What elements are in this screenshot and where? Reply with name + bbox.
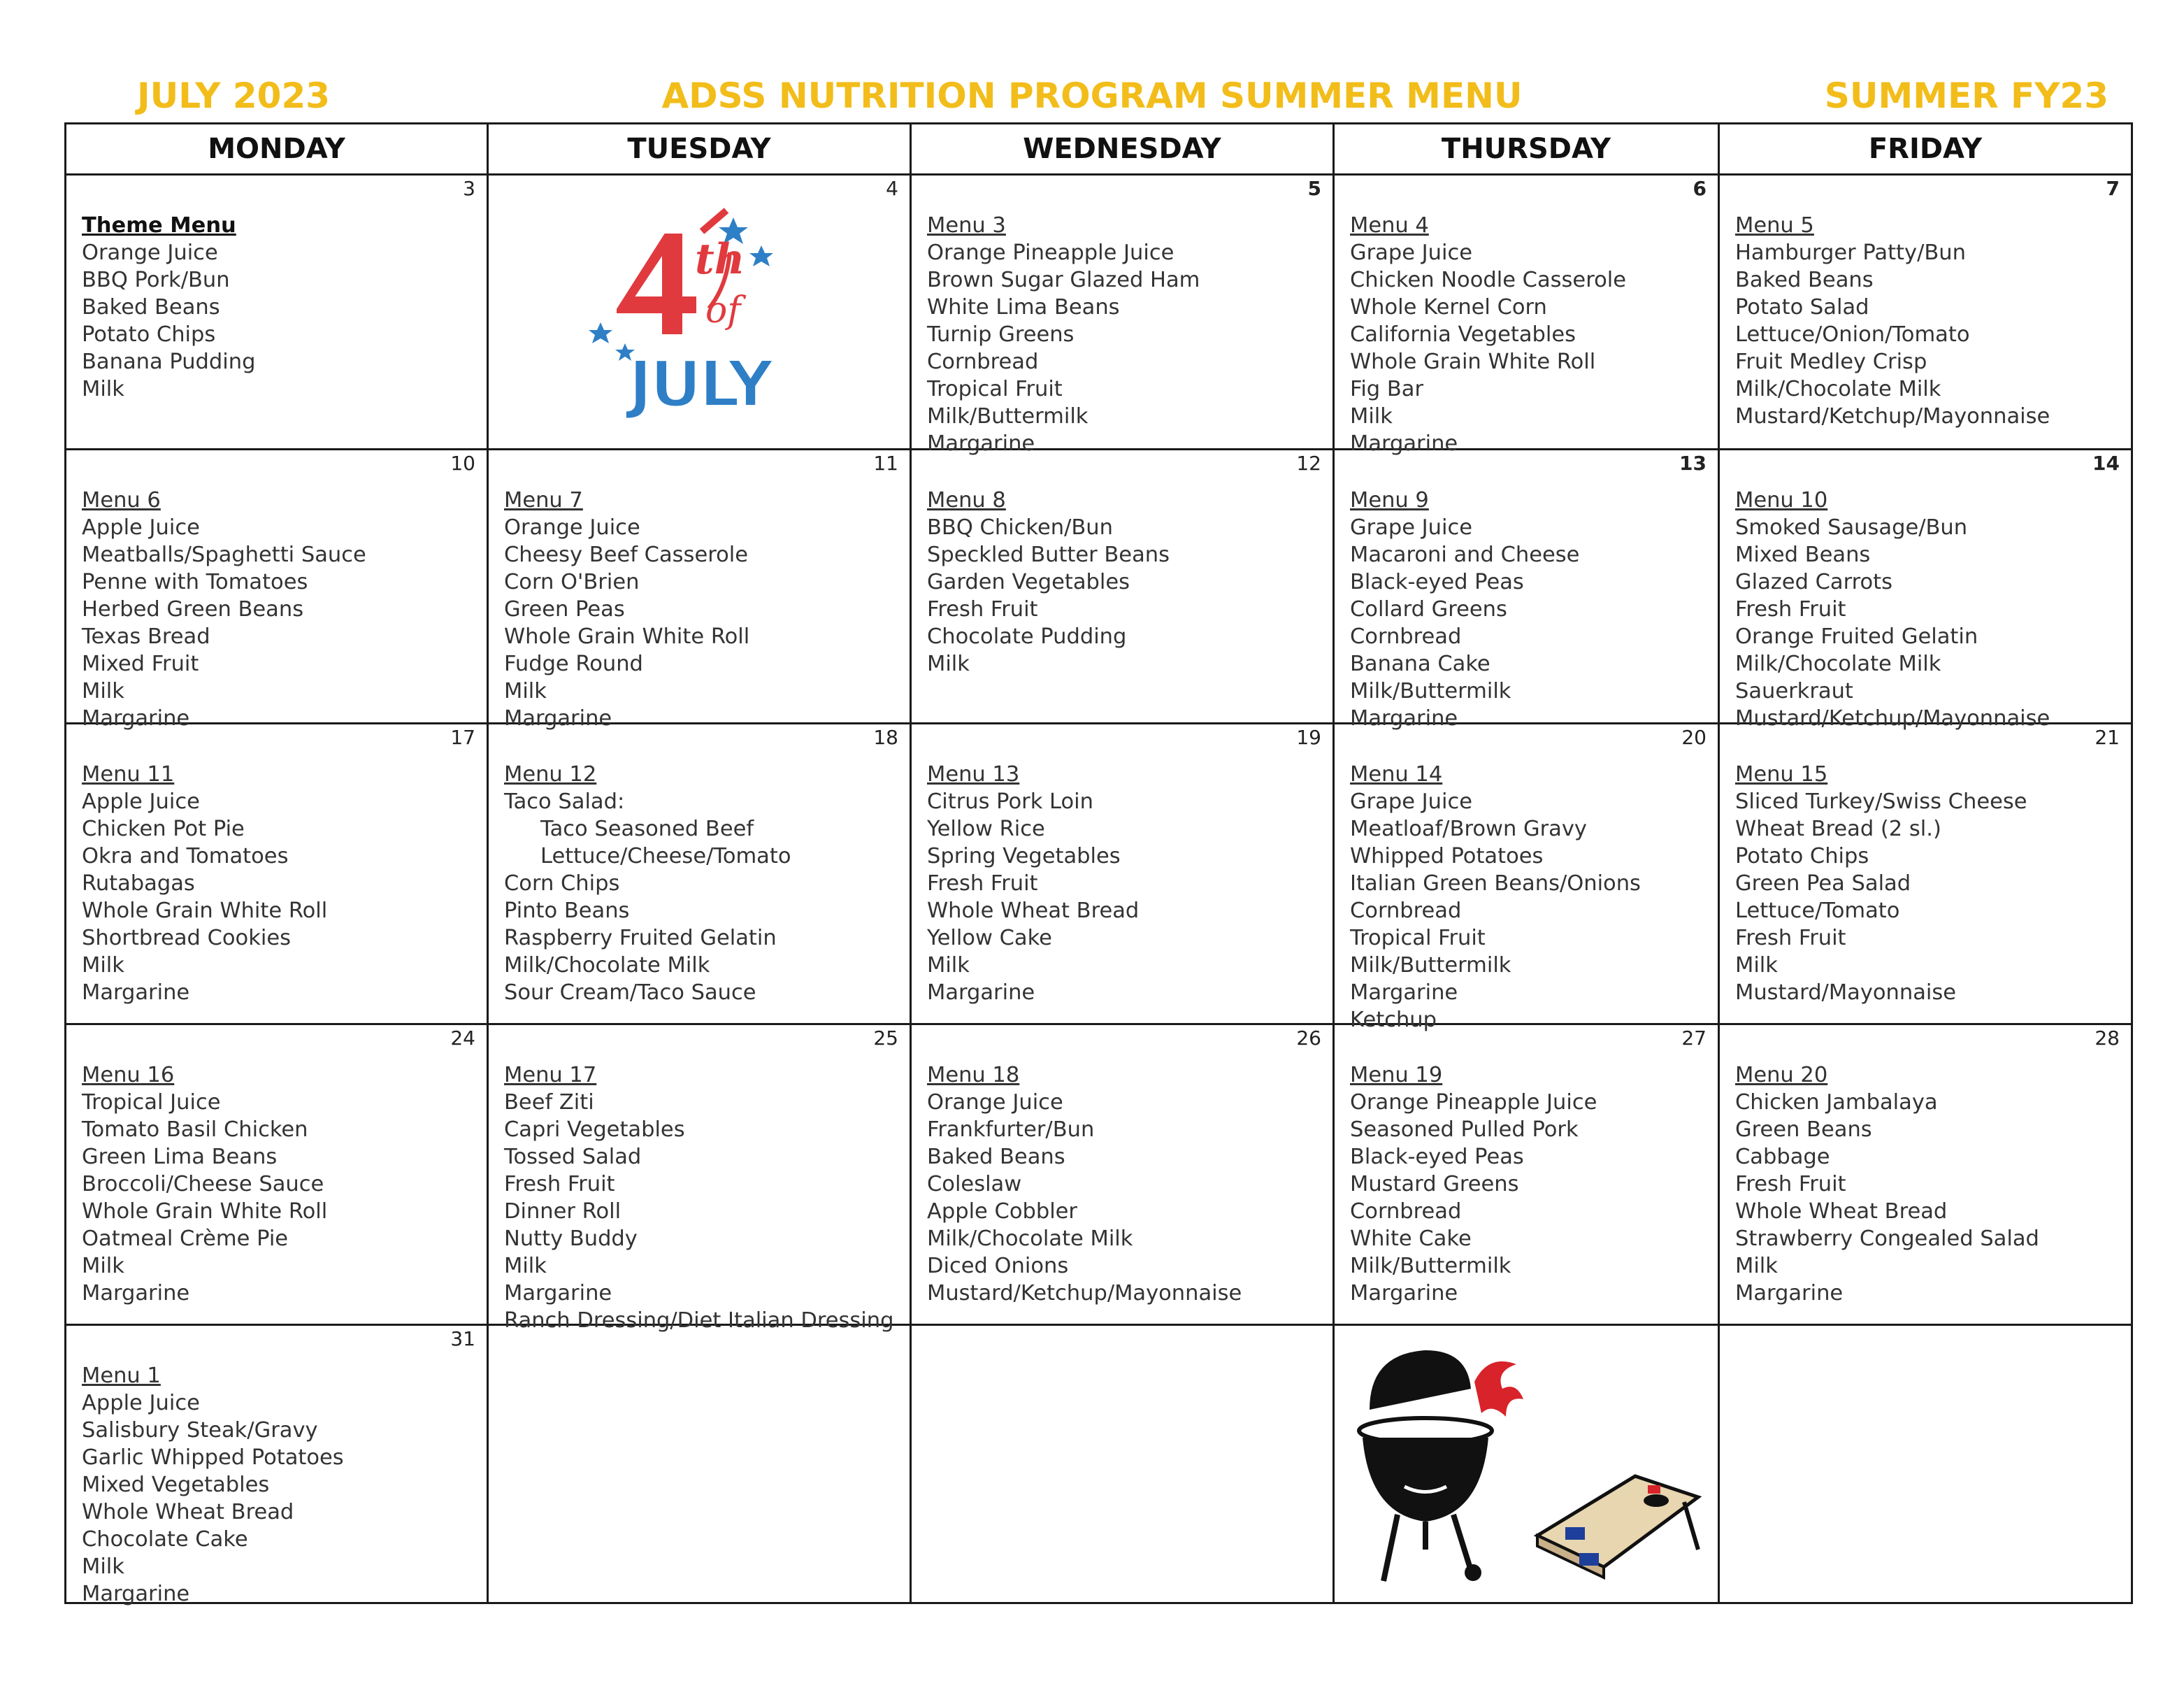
menu-item: Grape Juice — [1350, 241, 1473, 265]
menu-item: White Lima Beans — [927, 295, 1120, 320]
menu-item: Chocolate Cake — [82, 1527, 248, 1552]
menu-item: Milk/Buttermilk — [1350, 1254, 1511, 1278]
menu-list — [489, 724, 910, 1006]
day-cell — [911, 1024, 1334, 1325]
day-cell — [1719, 724, 2132, 1024]
menu-item: Milk — [927, 953, 970, 978]
menu-list — [66, 450, 487, 732]
menu-item: Milk/Chocolate Milk — [1735, 652, 1941, 676]
menu-item: Cornbread — [927, 350, 1039, 374]
menu-item: Margarine — [1350, 706, 1458, 731]
menu-item: Fresh Fruit — [927, 597, 1038, 622]
day-number: 12 — [1296, 452, 1321, 475]
menu-item: Lettuce/Onion/Tomato — [1735, 322, 1970, 347]
day-cell — [1719, 450, 2132, 731]
menu-item: Cabbage — [1735, 1145, 1830, 1169]
menu-item: Margarine — [1350, 431, 1458, 456]
menu-list — [1720, 1025, 2131, 1307]
menu-item: Margarine — [1350, 1281, 1458, 1306]
menu-item: Milk/Chocolate Milk — [1735, 377, 1941, 401]
menu-item: Texas Bread — [82, 624, 210, 649]
menu-list — [66, 176, 487, 403]
day-number: 4 — [886, 177, 898, 200]
menu-title: Menu 4 — [1350, 213, 1429, 238]
menu-item: Baked Beans — [1735, 268, 1874, 292]
menu-item: Shortbread Cookies — [82, 926, 291, 950]
menu-item: Penne with Tomatoes — [82, 570, 308, 594]
menu-item: Corn Chips — [504, 871, 620, 896]
menu-item: Chocolate Pudding — [927, 624, 1127, 649]
day-number: 21 — [2095, 726, 2120, 749]
program-title: ADSS NUTRITION PROGRAM SUMMER MENU — [661, 76, 1523, 116]
menu-title: Menu 1 — [82, 1364, 161, 1388]
menu-title: Menu 11 — [82, 762, 175, 787]
menu-list — [912, 176, 1332, 457]
menu-item: Taco Salad: — [504, 789, 625, 814]
menu-item: Margarine — [927, 980, 1035, 1005]
day-cell — [1334, 1024, 1719, 1325]
menu-list — [66, 1025, 487, 1307]
menu-item: Lettuce/Tomato — [1735, 899, 1900, 923]
menu-item: Oatmeal Crème Pie — [82, 1226, 289, 1251]
day-number: 25 — [873, 1027, 898, 1050]
svg-text:of: of — [705, 289, 741, 331]
menu-item: Sour Cream/Taco Sauce — [504, 980, 756, 1005]
menu-list — [66, 724, 487, 1006]
menu-item: Herbed Green Beans — [82, 597, 304, 622]
menu-title: Menu 10 — [1735, 488, 1828, 513]
menu-item: Milk/Buttermilk — [927, 404, 1089, 429]
menu-item: BBQ Pork/Bun — [82, 268, 230, 292]
day-number: 7 — [2106, 177, 2120, 200]
menu-item: Mustard/Ketchup/Mayonnaise — [927, 1281, 1242, 1306]
menu-item: Milk/Chocolate Milk — [927, 1226, 1133, 1251]
menu-title: Menu 19 — [1350, 1063, 1443, 1087]
day-cell — [488, 1325, 911, 1603]
menu-item: Milk — [82, 1254, 124, 1278]
menu-item: Cheesy Beef Casserole — [504, 543, 748, 567]
menu-item: Hamburger Patty/Bun — [1735, 241, 1966, 265]
menu-item: Black-eyed Peas — [1350, 570, 1524, 594]
menu-item: Cornbread — [1350, 624, 1462, 649]
menu-list — [912, 450, 1332, 678]
menu-item: Mustard/Ketchup/Mayonnaise — [1735, 404, 2050, 429]
menu-item: Cornbread — [1350, 1199, 1462, 1224]
day-cell — [1334, 175, 1719, 456]
day-number: 27 — [1681, 1027, 1707, 1050]
menu-list — [1335, 1025, 1718, 1307]
menu-item: Banana Pudding — [82, 350, 256, 374]
menu-item: Whole Grain White Roll — [82, 1199, 328, 1224]
menu-item: Mustard/Mayonnaise — [1735, 980, 1957, 1005]
menu-item: Yellow Rice — [927, 817, 1045, 841]
menu-item: Milk — [82, 1554, 124, 1579]
weekday-header: FRIDAY — [1719, 124, 2132, 175]
menu-item: Potato Chips — [1735, 844, 1869, 868]
menu-item: Green Beans — [1735, 1117, 1872, 1142]
grill-cornhole-clipart — [1356, 1340, 1705, 1594]
menu-item: Margarine — [927, 431, 1035, 456]
menu-item: Tropical Fruit — [1350, 926, 1486, 950]
menu-item: Chicken Pot Pie — [82, 817, 245, 841]
day-cell — [911, 724, 1334, 1024]
menu-item: White Cake — [1350, 1226, 1472, 1251]
menu-item: Taco Seasoned Beef — [540, 817, 754, 841]
fiscal-title: SUMMER FY23 — [1824, 76, 2108, 116]
menu-item: Orange Juice — [927, 1090, 1063, 1115]
menu-item: Margarine — [82, 1281, 190, 1306]
menu-item: Fresh Fruit — [504, 1172, 615, 1196]
menu-item: Baked Beans — [82, 295, 220, 320]
menu-item: Whole Grain White Roll — [504, 624, 750, 649]
menu-item: Milk — [82, 679, 124, 703]
menu-list — [912, 724, 1332, 1006]
menu-item: Apple Juice — [82, 1391, 200, 1415]
menu-item: Orange Pineapple Juice — [927, 241, 1174, 265]
menu-item: Fresh Fruit — [1735, 926, 1846, 950]
day-number: 11 — [873, 452, 898, 475]
menu-title: Menu 13 — [927, 762, 1020, 787]
menu-item: Milk — [1350, 404, 1393, 429]
menu-item: Corn O'Brien — [504, 570, 640, 594]
menu-item: Green Pea Salad — [1735, 871, 1911, 896]
menu-item: Meatballs/Spaghetti Sauce — [82, 543, 366, 567]
menu-item: Fresh Fruit — [1735, 1172, 1846, 1196]
weekday-header: MONDAY — [66, 124, 488, 175]
menu-item: Chicken Jambalaya — [1735, 1090, 1938, 1115]
day-number: 28 — [2095, 1027, 2120, 1050]
day-cell — [488, 175, 911, 450]
menu-title: Theme Menu — [82, 213, 236, 238]
weekday-header: WEDNESDAY — [911, 124, 1334, 175]
menu-item: Milk/Buttermilk — [1350, 679, 1511, 703]
day-cell — [1334, 724, 1719, 1032]
week-row — [66, 1024, 2132, 1325]
menu-item: Salisbury Steak/Gravy — [82, 1418, 318, 1443]
menu-list — [1335, 176, 1718, 457]
month-title: JULY 2023 — [137, 76, 331, 116]
menu-item: Whole Wheat Bread — [82, 1500, 294, 1524]
day-cell — [1334, 1325, 1719, 1603]
day-number: 31 — [450, 1327, 475, 1350]
menu-item: Turnip Greens — [927, 322, 1075, 347]
menu-item: Apple Juice — [82, 789, 200, 814]
menu-item: Margarine — [82, 1582, 190, 1606]
menu-item: Margarine — [82, 980, 190, 1005]
menu-title: Menu 9 — [1350, 488, 1429, 513]
menu-item: Brown Sugar Glazed Ham — [927, 268, 1200, 292]
menu-item: Strawberry Congealed Salad — [1735, 1226, 2039, 1251]
day-number: 24 — [450, 1027, 475, 1050]
menu-title: Menu 6 — [82, 488, 161, 513]
menu-title: Menu 8 — [927, 488, 1006, 513]
menu-title: Menu 17 — [504, 1063, 597, 1087]
menu-item: Capri Vegetables — [504, 1117, 685, 1142]
svg-text:JULY: JULY — [628, 347, 771, 420]
menu-title: Menu 18 — [927, 1063, 1020, 1087]
menu-item: Potato Chips — [82, 322, 216, 347]
menu-title: Menu 7 — [504, 488, 583, 513]
menu-item: Milk/Buttermilk — [1350, 953, 1511, 978]
day-number: 19 — [1296, 726, 1321, 749]
weekday-header: TUESDAY — [488, 124, 911, 175]
menu-item: Milk — [504, 1254, 547, 1278]
day-number: 10 — [450, 452, 475, 475]
menu-item: Green Peas — [504, 597, 625, 622]
menu-item: Milk — [82, 953, 124, 978]
menu-item: Dinner Roll — [504, 1199, 622, 1224]
menu-item: Orange Juice — [504, 515, 640, 540]
menu-title: Menu 12 — [504, 762, 597, 787]
menu-item: Margarine — [1735, 1281, 1844, 1306]
menu-item: Margarine — [504, 706, 612, 731]
day-number: 13 — [1679, 452, 1707, 475]
menu-item: Tropical Fruit — [927, 377, 1063, 401]
menu-item: Whole Grain White Roll — [1350, 350, 1596, 374]
menu-item: Mustard/Ketchup/Mayonnaise — [1735, 706, 2050, 731]
menu-item: Diced Onions — [927, 1254, 1069, 1278]
menu-item: California Vegetables — [1350, 322, 1576, 347]
menu-item: Okra and Tomatoes — [82, 844, 289, 868]
menu-item: Sauerkraut — [1735, 679, 1853, 703]
day-cell — [1334, 450, 1719, 731]
menu-item: Whole Kernel Corn — [1350, 295, 1547, 320]
day-number: 20 — [1681, 726, 1707, 749]
menu-item: Coleslaw — [927, 1172, 1022, 1196]
menu-item: Nutty Buddy — [504, 1226, 638, 1251]
menu-item: Tomato Basil Chicken — [82, 1117, 308, 1142]
day-cell — [911, 1325, 1334, 1603]
menu-item: Citrus Pork Loin — [927, 789, 1093, 814]
day-number: 14 — [2092, 452, 2120, 475]
day-cell — [1719, 1325, 2132, 1603]
menu-item: Mixed Vegetables — [82, 1473, 270, 1497]
menu-item: Yellow Cake — [927, 926, 1052, 950]
menu-item: Margarine — [504, 1281, 612, 1306]
menu-item: Mixed Beans — [1735, 543, 1871, 567]
menu-item: Lettuce/Cheese/Tomato — [540, 844, 791, 868]
menu-calendar — [64, 122, 2133, 1604]
menu-title: Menu 3 — [927, 213, 1006, 238]
menu-item: Milk — [1735, 1254, 1778, 1278]
menu-list — [489, 450, 910, 732]
menu-list — [1720, 724, 2131, 1006]
day-cell — [66, 724, 488, 1024]
day-number: 18 — [873, 726, 898, 749]
menu-item: Whole Grain White Roll — [82, 899, 328, 923]
menu-item: Milk/Chocolate Milk — [504, 953, 710, 978]
menu-list — [1335, 450, 1718, 732]
svg-text:th: th — [695, 235, 745, 284]
week-row — [66, 1325, 2132, 1603]
menu-item: Sliced Turkey/Swiss Cheese — [1735, 789, 2027, 814]
menu-item: Milk — [82, 377, 124, 401]
week-row — [66, 450, 2132, 724]
menu-item: Fudge Round — [504, 652, 643, 676]
menu-item: Fresh Fruit — [927, 871, 1038, 896]
menu-item: Milk — [927, 652, 970, 676]
menu-item: Fresh Fruit — [1735, 597, 1846, 622]
day-cell — [1719, 175, 2132, 450]
menu-item: Speckled Butter Beans — [927, 543, 1170, 567]
menu-item: Margarine — [82, 706, 190, 731]
day-cell — [66, 450, 488, 731]
day-cell — [66, 1325, 488, 1606]
menu-item: Grape Juice — [1350, 515, 1473, 540]
menu-list — [1335, 724, 1718, 1033]
menu-item: Potato Salad — [1735, 295, 1869, 320]
menu-item: Banana Cake — [1350, 652, 1490, 676]
menu-title: Menu 14 — [1350, 762, 1443, 787]
menu-item: Fig Bar — [1350, 377, 1424, 401]
menu-item: Garden Vegetables — [927, 570, 1130, 594]
day-number: 6 — [1693, 177, 1707, 200]
week-row — [66, 724, 2132, 1024]
day-cell — [911, 175, 1334, 456]
menu-item: Raspberry Fruited Gelatin — [504, 926, 777, 950]
menu-item: Ranch Dressing/Diet Italian Dressing — [504, 1308, 894, 1333]
weekday-header: THURSDAY — [1334, 124, 1719, 175]
menu-item: Broccoli/Cheese Sauce — [82, 1172, 324, 1196]
menu-item: Frankfurter/Bun — [927, 1117, 1095, 1142]
day-cell — [66, 175, 488, 450]
menu-item: Green Lima Beans — [82, 1145, 278, 1169]
menu-list — [66, 1326, 487, 1608]
menu-item: Whipped Potatoes — [1350, 844, 1544, 868]
menu-list — [1720, 176, 2131, 430]
menu-item: Ketchup — [1350, 1008, 1437, 1032]
menu-item: Chicken Noodle Casserole — [1350, 268, 1626, 292]
menu-item: Mixed Fruit — [82, 652, 199, 676]
menu-item: Italian Green Beans/Onions — [1350, 871, 1641, 896]
menu-item: Apple Cobbler — [927, 1199, 1077, 1224]
menu-item: Margarine — [1350, 980, 1458, 1005]
menu-item: Glazed Carrots — [1735, 570, 1892, 594]
day-cell — [1719, 1024, 2132, 1325]
menu-item: Black-eyed Peas — [1350, 1145, 1524, 1169]
menu-item: Macaroni and Cheese — [1350, 543, 1580, 567]
menu-item: Orange Pineapple Juice — [1350, 1090, 1597, 1115]
menu-title: Menu 5 — [1735, 213, 1814, 238]
menu-item: Tropical Juice — [82, 1090, 221, 1115]
menu-item: Smoked Sausage/Bun — [1735, 515, 1968, 540]
day-cell — [911, 450, 1334, 724]
menu-item: Orange Juice — [82, 241, 218, 265]
menu-item: Cornbread — [1350, 899, 1462, 923]
day-number: 3 — [463, 177, 475, 200]
menu-item: Orange Fruited Gelatin — [1735, 624, 1978, 649]
menu-item: Grape Juice — [1350, 789, 1473, 814]
day-number: 17 — [450, 726, 475, 749]
day-cell — [488, 450, 911, 731]
menu-title: Menu 16 — [82, 1063, 175, 1087]
menu-item: Fruit Medley Crisp — [1735, 350, 1927, 374]
day-cell — [66, 1024, 488, 1325]
day-number: 26 — [1296, 1027, 1321, 1050]
menu-item: Whole Wheat Bread — [1735, 1199, 1948, 1224]
menu-item: Mustard Greens — [1350, 1172, 1519, 1196]
day-number: 5 — [1307, 177, 1321, 200]
menu-title: Menu 15 — [1735, 762, 1828, 787]
menu-item: Apple Juice — [82, 515, 200, 540]
menu-item: BBQ Chicken/Bun — [927, 515, 1113, 540]
menu-item: Rutabagas — [82, 871, 195, 896]
menu-item: Spring Vegetables — [927, 844, 1121, 868]
menu-list — [912, 1025, 1332, 1307]
menu-list — [1720, 450, 2131, 732]
menu-list — [489, 1025, 910, 1334]
menu-item: Tossed Salad — [504, 1145, 642, 1169]
week-row — [66, 175, 2132, 450]
menu-item: Meatloaf/Brown Gravy — [1350, 817, 1587, 841]
menu-item: Whole Wheat Bread — [927, 899, 1140, 923]
day-cell — [488, 1024, 911, 1333]
day-cell — [488, 724, 911, 1024]
menu-title: Menu 20 — [1735, 1063, 1828, 1087]
menu-item: Beef Ziti — [504, 1090, 594, 1115]
menu-item: Collard Greens — [1350, 597, 1507, 622]
menu-item: Seasoned Pulled Pork — [1350, 1117, 1579, 1142]
menu-item: Pinto Beans — [504, 899, 630, 923]
menu-item: Milk — [1735, 953, 1778, 978]
menu-item: Garlic Whipped Potatoes — [82, 1445, 344, 1470]
weekday-header-row — [66, 124, 2132, 175]
menu-item: Baked Beans — [927, 1145, 1065, 1169]
menu-item: Milk — [504, 679, 547, 703]
fourth-of-july-logo — [587, 203, 810, 423]
menu-item: Wheat Bread (2 sl.) — [1735, 817, 1941, 841]
